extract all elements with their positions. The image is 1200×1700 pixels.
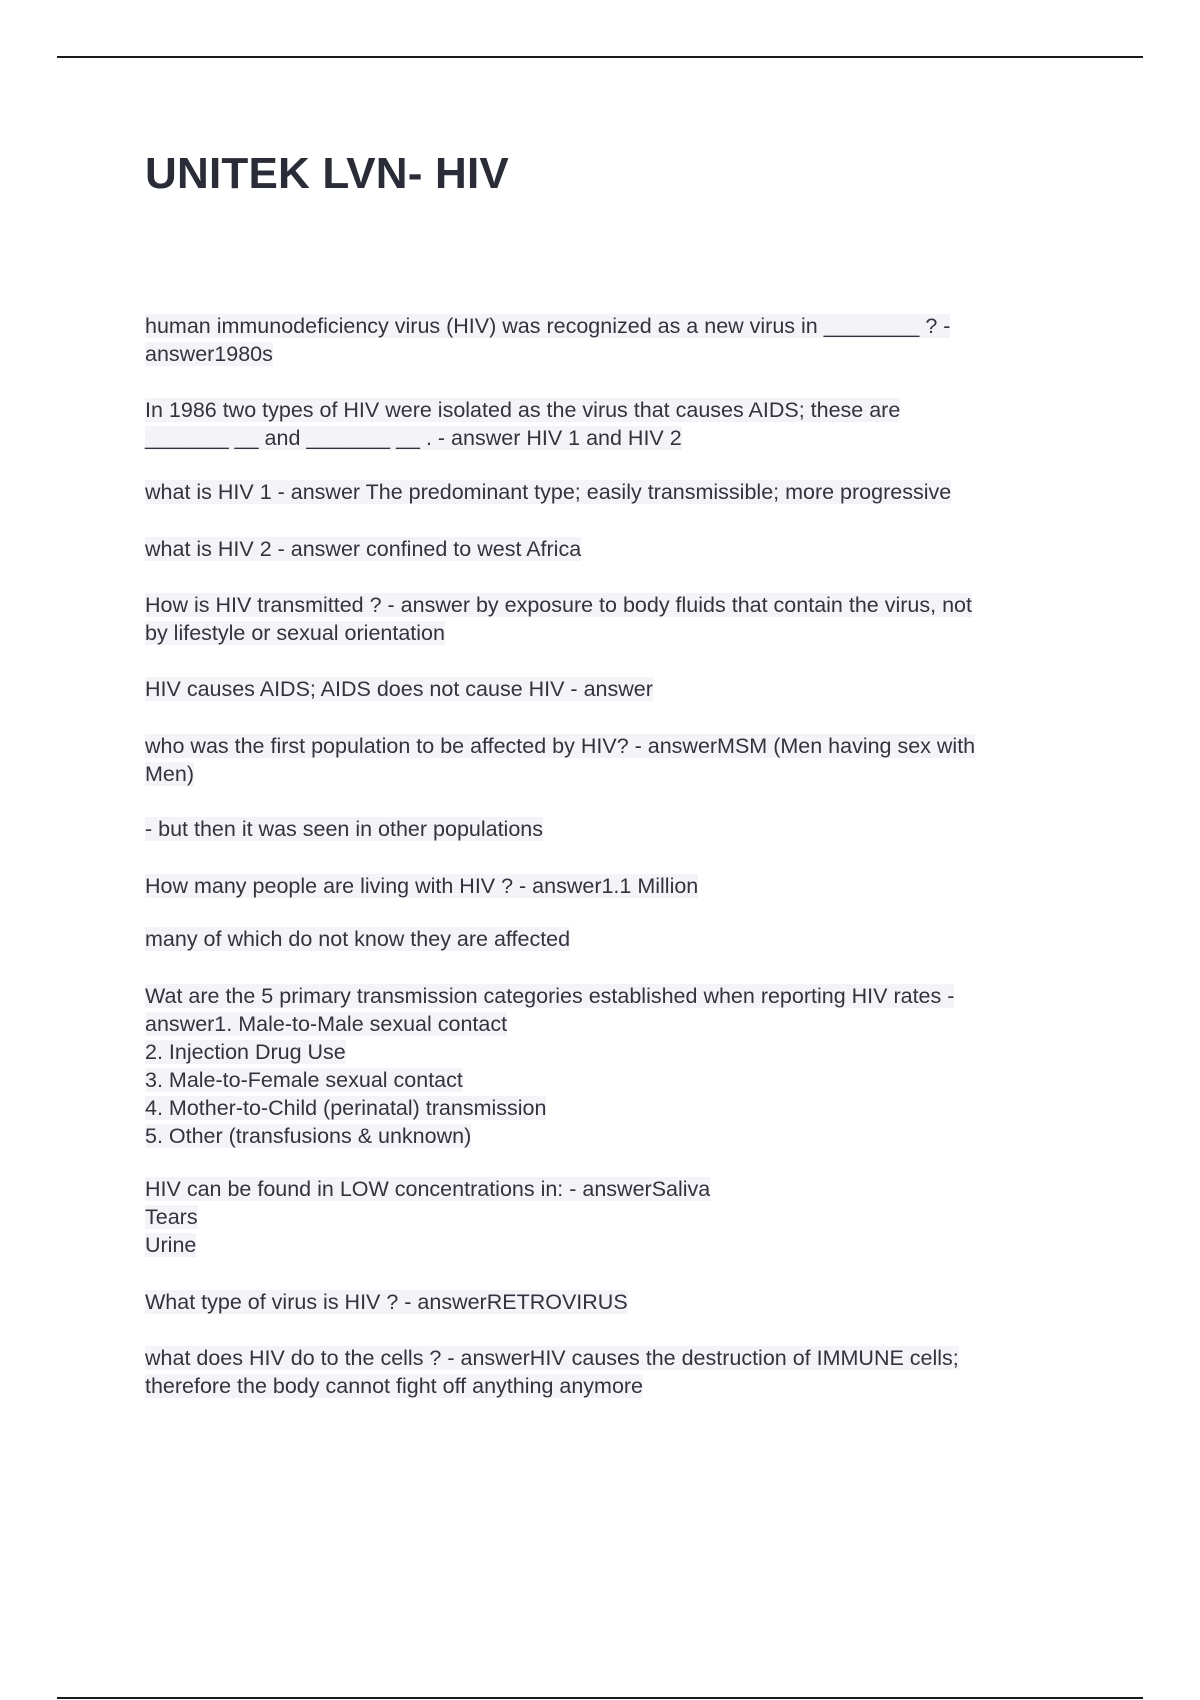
qa-line: therefore the body cannot fight off anything anymore bbox=[145, 1374, 644, 1398]
qa-line: by lifestyle or sexual orientation bbox=[145, 621, 445, 645]
qa-line: How is HIV transmitted ? - answer by exposure to body fluids that contain the virus, not bbox=[145, 593, 972, 617]
qa-line: Wat are the 5 primary transmission categories established when reporting HIV rates - bbox=[145, 984, 955, 1008]
qa-entry bbox=[145, 815, 1085, 843]
qa-line: who was the first population to be affected by HIV? - answerMSM (Men having sex with bbox=[145, 734, 976, 758]
qa-entry bbox=[145, 591, 1085, 647]
qa-entry bbox=[145, 675, 1085, 703]
bottom-rule bbox=[57, 1697, 1143, 1699]
qa-line: Men) bbox=[145, 762, 194, 786]
qa-line: - but then it was seen in other populations bbox=[145, 817, 544, 841]
qa-line: what does HIV do to the cells ? - answerHIV causes the destruction of IMMUNE cells; bbox=[145, 1346, 959, 1370]
qa-line: answer1980s bbox=[145, 342, 273, 366]
qa-entry bbox=[145, 535, 1085, 563]
qa-entry bbox=[145, 925, 1085, 953]
qa-entry bbox=[145, 872, 1085, 900]
qa-line: HIV can be found in LOW concentrations in: - answerSaliva bbox=[145, 1177, 711, 1201]
qa-line: In 1986 two types of HIV were isolated as the virus that causes AIDS; these are bbox=[145, 398, 901, 422]
qa-entry bbox=[145, 732, 1085, 788]
qa-entry bbox=[145, 312, 1085, 368]
qa-line: answer1. Male-to-Male sexual contact bbox=[145, 1012, 508, 1036]
qa-line: 4. Mother-to-Child (perinatal) transmission bbox=[145, 1096, 547, 1120]
qa-line: many of which do not know they are affected bbox=[145, 927, 571, 951]
qa-line: 5. Other (transfusions & unknown) bbox=[145, 1124, 472, 1148]
qa-line: 3. Male-to-Female sexual contact bbox=[145, 1068, 463, 1092]
qa-line: 2. Injection Drug Use bbox=[145, 1040, 346, 1064]
qa-entry bbox=[145, 396, 1085, 452]
qa-line: Urine bbox=[145, 1233, 197, 1257]
qa-line: What type of virus is HIV ? - answerRETROVIRUS bbox=[145, 1290, 628, 1314]
qa-line: How many people are living with HIV ? - answer1.1 Million bbox=[145, 874, 699, 898]
qa-line: what is HIV 2 - answer confined to west Africa bbox=[145, 537, 582, 561]
qa-line: what is HIV 1 - answer The predominant type; easily transmissible; more progressive bbox=[145, 480, 952, 504]
qa-line: _______ __ and _______ __ . - answer HIV 1 and HIV 2 bbox=[145, 426, 682, 450]
qa-line: HIV causes AIDS; AIDS does not cause HIV - answer bbox=[145, 677, 653, 701]
qa-entry bbox=[145, 1175, 1085, 1259]
qa-entry bbox=[145, 982, 1085, 1150]
qa-entry bbox=[145, 1288, 1085, 1316]
top-rule bbox=[57, 56, 1143, 58]
qa-line: human immunodeficiency virus (HIV) was recognized as a new virus in ________ ? - bbox=[145, 314, 951, 338]
document-title: UNITEK LVN- HIV bbox=[145, 149, 509, 198]
qa-line: Tears bbox=[145, 1205, 198, 1229]
qa-entry bbox=[145, 478, 1085, 506]
qa-entry bbox=[145, 1344, 1085, 1400]
